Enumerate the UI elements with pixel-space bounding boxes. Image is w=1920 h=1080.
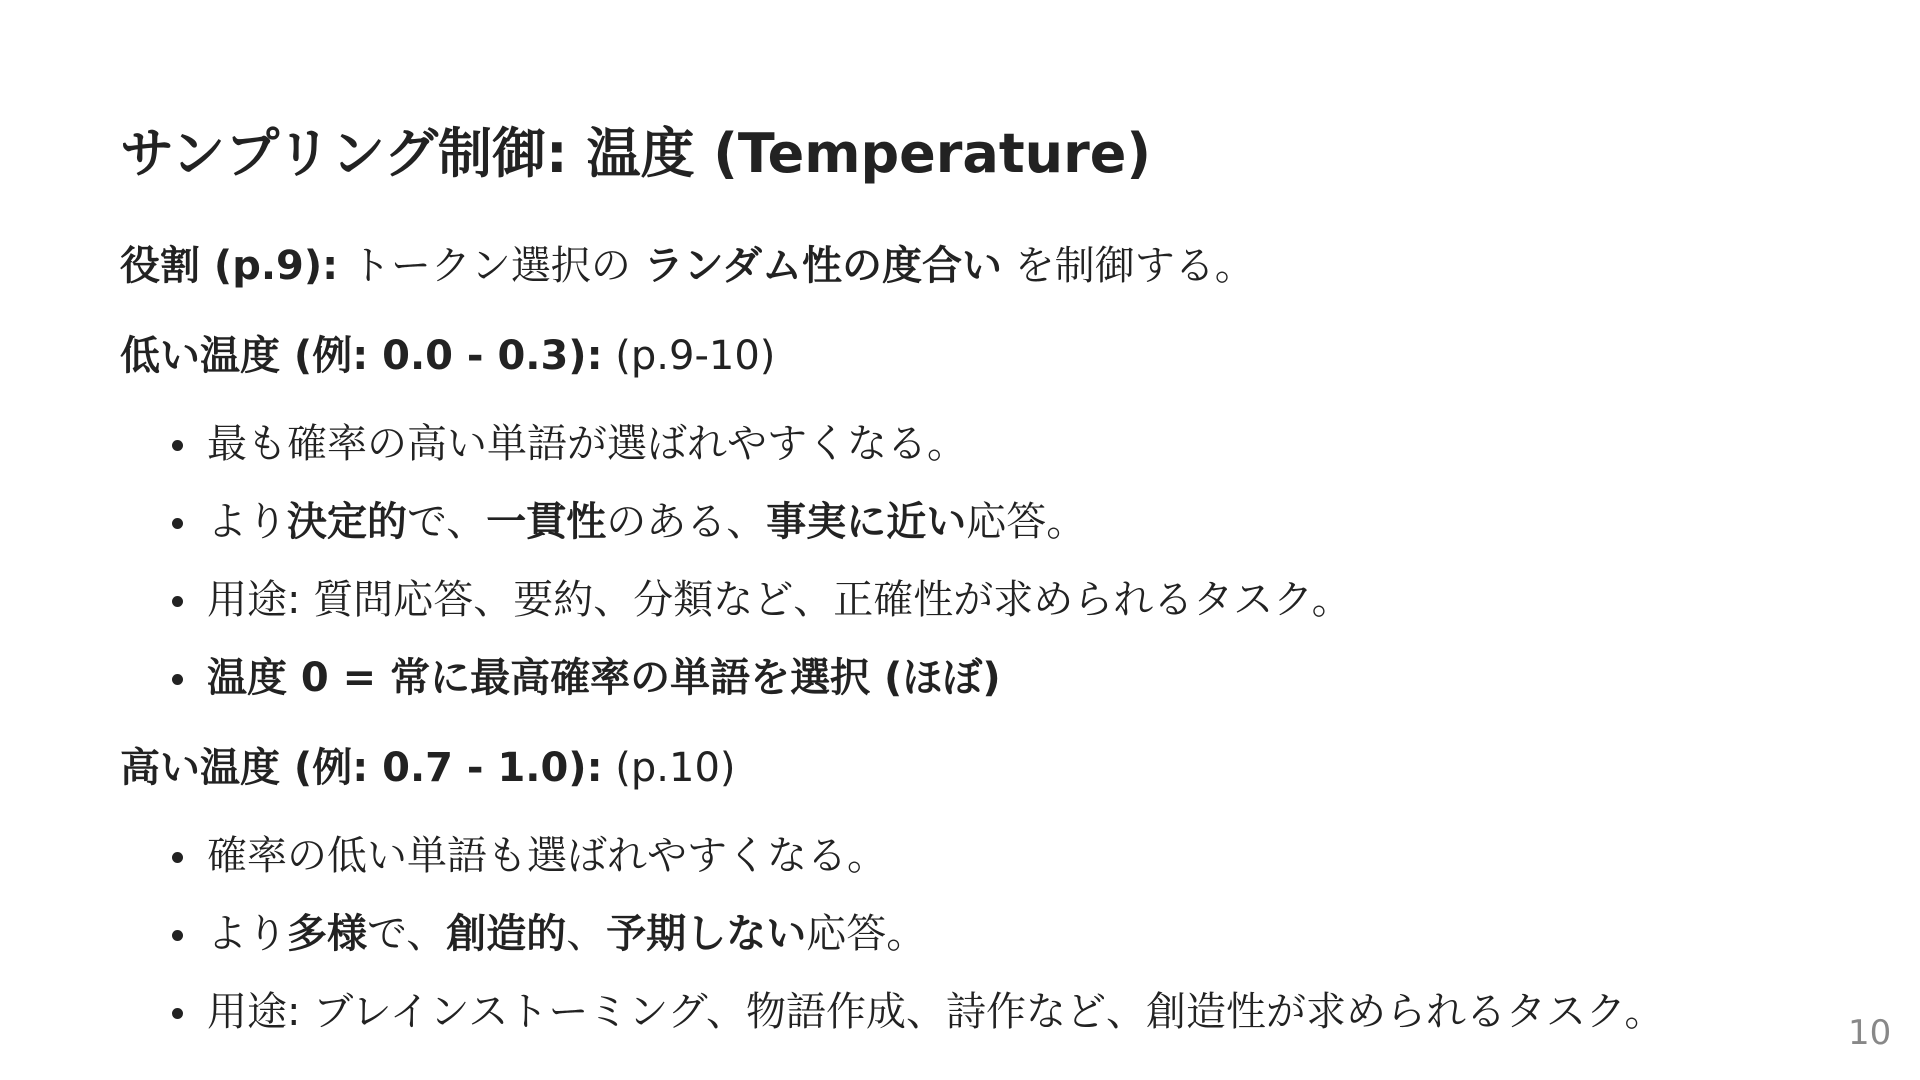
low-bullet-4-text: 温度 0 = 常に最高確率の単語を選択 (ほぼ)	[207, 655, 1001, 701]
high-bullet-1	[207, 826, 887, 886]
low-bullet-2-emphasis-1: 決定的	[287, 499, 407, 545]
bullet-dot-icon	[172, 674, 183, 685]
high-bullet-2	[207, 904, 926, 964]
high-temperature-heading	[120, 738, 736, 798]
role-label: 役割 (p.9):	[120, 243, 339, 289]
high-bullet-2-emphasis-2: 創造的	[446, 911, 567, 957]
high-heading-ref: (p.10)	[602, 745, 736, 791]
high-bullet-2-text-4: 応答。	[806, 911, 927, 957]
page-number: 10	[1848, 1013, 1892, 1053]
high-bullet-2-text-2: で、	[367, 911, 447, 957]
role-paragraph	[120, 236, 1255, 296]
high-bullet-2-emphasis-3: 予期しない	[606, 911, 807, 957]
bullet-dot-icon	[172, 440, 183, 451]
high-heading-label: 高い温度 (例: 0.7 - 1.0):	[120, 745, 603, 791]
low-bullet-2-text-2: で、	[407, 499, 487, 545]
low-bullet-4	[207, 648, 1001, 708]
high-bullet-3-text: 用途: ブレインストーミング、物語作成、詩作など、創造性が求められるタスク。	[207, 989, 1665, 1035]
high-bullet-1-text: 確率の低い単語も選ばれやすくなる。	[207, 833, 887, 879]
role-emphasis: ランダム性の度合い	[643, 243, 1002, 289]
low-bullet-3	[207, 570, 1352, 630]
high-bullet-2-text-3: 、	[566, 911, 607, 957]
low-heading-label: 低い温度 (例: 0.0 - 0.3):	[120, 333, 603, 379]
low-bullet-1	[207, 414, 967, 474]
high-bullet-2-emphasis-1: 多様	[287, 911, 367, 957]
bullet-dot-icon	[172, 596, 183, 607]
role-text-before: トークン選択の	[338, 243, 644, 289]
low-heading-ref: (p.9-10)	[602, 333, 776, 379]
low-temperature-heading	[120, 326, 775, 386]
role-text-after: を制御する。	[1002, 243, 1255, 289]
low-bullet-3-text: 用途: 質問応答、要約、分類など、正確性が求められるタスク。	[207, 577, 1352, 623]
bullet-dot-icon	[172, 852, 183, 863]
slide-title: サンプリング制御: 温度 (Temperature)	[120, 122, 1152, 185]
low-bullet-2-text-1: より	[207, 499, 287, 545]
low-bullet-2-emphasis-2: 一貫性	[486, 499, 607, 545]
high-bullet-3	[207, 982, 1664, 1042]
low-bullet-2-emphasis-3: 事実に近い	[766, 499, 967, 545]
bullet-dot-icon	[172, 930, 183, 941]
low-bullet-2	[207, 492, 1086, 552]
bullet-dot-icon	[172, 1008, 183, 1019]
bullet-dot-icon	[172, 518, 183, 529]
low-bullet-1-text: 最も確率の高い単語が選ばれやすくなる。	[207, 421, 967, 467]
high-bullet-2-text-1: より	[207, 911, 287, 957]
low-bullet-2-text-3: のある、	[606, 499, 767, 545]
low-bullet-2-text-4: 応答。	[966, 499, 1087, 545]
